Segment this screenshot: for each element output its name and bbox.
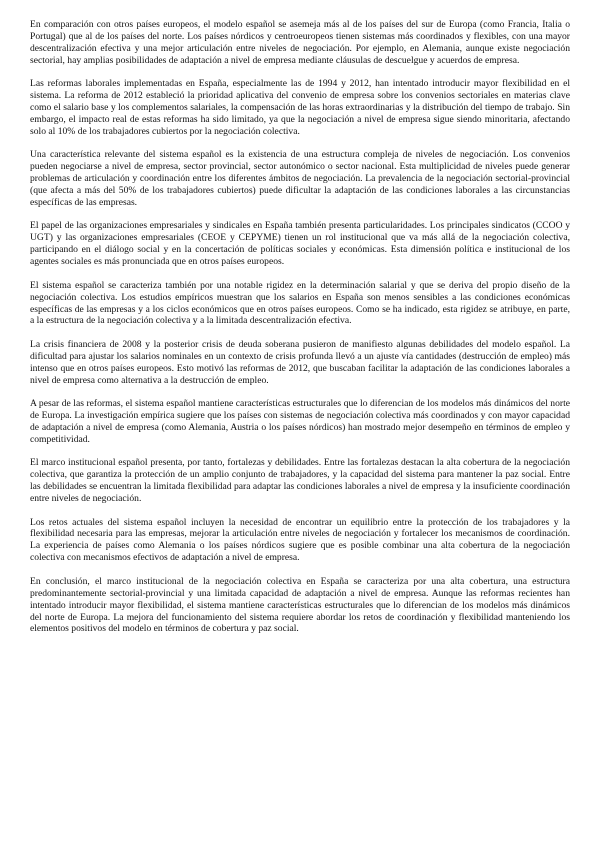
paragraph-6: La crisis financiera de 2008 y la posterior crisis de deuda soberana pusieron de manifiesto algunas debilidades del modelo español. La dificultad para ajustar los salarios nominales en un contexto de crisis profunda llevó a un ajuste vía cantidades (destrucción de empleo) más intenso que en otros países europeos. Esto motivó las reformas de 2012, que buscaban facilitar la adaptación de las condiciones laborales a nivel de empresa como alternativa a la destrucción de empleo. bbox=[30, 338, 570, 386]
paragraph-5: El sistema español se caracteriza también por una notable rigidez en la determinación salarial y que se deriva del propio diseño de la negociación colectiva. Los estudios empíricos muestran que los salarios en España son menos sensibles a las condiciones económicas específicas de las empresas y a los ciclos económicos que en otros países europeos. Como se ha indicado, esta rigidez se atribuye, en parte, a la estructura de la negociación colectiva y a la limitada descentralización efectiva. bbox=[30, 279, 570, 327]
paragraph-1: En comparación con otros países europeos, el modelo español se asemeja más al de los países del sur de Europa (como Francia, Italia o Portugal) que al de los países del norte. Los países nórdicos y centroeuropeos tienen sistemas más coordinados y flexibles, con una mayor descentralización efectiva y una mejor articulación entre niveles de negociación. Por ejemplo, en Alemania, aunque existe negociación sectorial, hay amplias posibilidades de adaptación a nivel de empresa mediante cláusulas de descuelgue y acuerdos de empresa. bbox=[30, 19, 570, 66]
paragraph-9: Los retos actuales del sistema español incluyen la necesidad de encontrar un equilibrio entre la protección de los trabajadores y la flexibilidad necesaria para las empresas, mejorar la articulación entre niveles de negociación y fortalecer los mecanismos de coordinación. La experiencia de países como Alemania o los países nórdicos sugiere que es posible combinar una alta cobertura de la negociación colectiva con mecanismos efectivos de adaptación a nivel de empresa. bbox=[30, 516, 570, 564]
paragraph-7: A pesar de las reformas, el sistema español mantiene características estructurales que lo diferencian de los modelos más dinámicos del norte de Europa. La investigación empírica sugiere que los países con sistemas de negociación colectiva más coordinados y con mayor capacidad de adaptación a nivel de empresa (como Alemania, Austria o los países nórdicos) han mostrado mejor desempeño en términos de empleo y competitividad. bbox=[30, 398, 570, 445]
paragraph-2: Las reformas laborales implementadas en España, especialmente las de 1994 y 2012, han intentado introducir mayor flexibilidad en el sistema. La reforma de 2012 estableció la prioridad aplicativa del convenio de empresa sobre los convenios sectoriales en materias clave como el salario base y los complementos salariales, la compensación de las horas extraordinarias y la distribución del tiempo de trabajo. Sin embargo, el impacto real de estas reformas ha sido limitado, ya que la negociación a nivel de empresa sigue siendo minoritaria, afectando solo al 10% de los trabajadores cubiertos por la negociación colectiva. bbox=[30, 78, 570, 137]
paragraph-8: El marco institucional español presenta, por tanto, fortalezas y debilidades. Entre las fortalezas destacan la alta cobertura de la negociación colectiva, que garantiza la protección de un amplio conjunto de trabajadores, y la capacidad del sistema para mantener la paz social. Entre las debilidades se encuentran la limitada flexibilidad para adaptar las condiciones laborales a nivel de empresa y la insuficiente coordinación entre niveles de negociación. bbox=[30, 457, 570, 505]
paragraph-3: Una característica relevante del sistema español es la existencia de una estructura compleja de niveles de negociación. Los convenios pueden negociarse a nivel de empresa, sector provincial, sector autonómico o sector nacional. Esta multiplicidad de niveles puede generar problemas de articulación y coordinación entre los diferentes ámbitos de negociación. La prevalencia de la negociación sectorial-provincial (que afecta a más del 50% de los trabajadores cubiertos) puede dificultar la adaptación de las condiciones laborales a las circunstancias específicas de las empresas. bbox=[30, 149, 570, 208]
paragraph-10: En conclusión, el marco institucional de la negociación colectiva en España se caracteriza por una alta cobertura, una estructura predominantemente sectorial-provincial y una limitada capacidad de adaptación a nivel de empresa. Aunque las reformas recientes han intentado introducir mayor flexibilidad, el sistema mantiene características estructurales que lo diferencian de los modelos más dinámicos del norte de Europa. La mejora del funcionamiento del sistema requiere abordar los retos de coordinación y flexibilidad manteniendo los elementos positivos del modelo en términos de cobertura y paz social. bbox=[30, 575, 570, 635]
paragraph-4: El papel de las organizaciones empresariales y sindicales en España también presenta particularidades. Los principales sindicatos (CCOO y UGT) y las organizaciones empresariales (CEOE y CEPYME) tienen un rol institucional que va más allá de la negociación colectiva, participando en el diálogo social y en la concertación de políticas sociales y económicas. Esta dimensión política e institucional de los agentes sociales es más pronunciada que en otros países europeos. bbox=[30, 220, 570, 268]
document-page bbox=[30, 19, 570, 647]
